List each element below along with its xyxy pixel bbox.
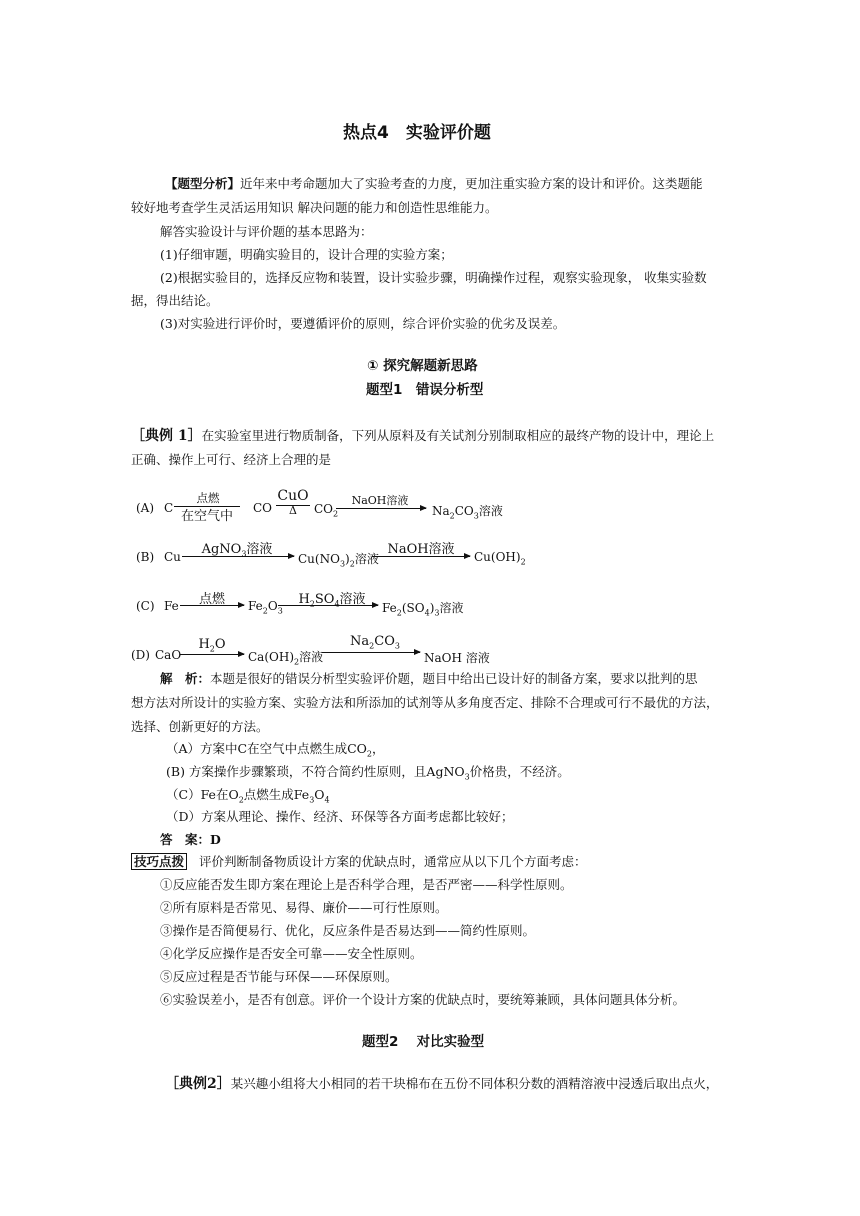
analysis-label: 【题型分析】 <box>165 176 241 191</box>
solution-d: （D）方案从理论、操作、经济、环保等各方面考虑都比较好； <box>166 809 514 824</box>
reaction-a-label: (A) <box>136 501 155 515</box>
solution-text-2: 想方法对所设计的实验方案、实验方法和所添加的试剂等从多角度否定、排除不合理或可行不最优的方法， <box>131 695 719 710</box>
example1-line-1 <box>131 425 714 447</box>
reaction-d-cond1-top: $H_2O$ <box>198 637 226 654</box>
analysis-step-3: (3)对实验进行评价时，要遵循评价的原则，综合评价实验的优劣及误差。 <box>160 316 566 331</box>
tips-text: 评价判断制备物质设计方案的优缺点时，通常应从以下几个方面考虑： <box>199 854 587 869</box>
reaction-a-arrow3 <box>336 508 426 509</box>
reaction-c-arrow1 <box>180 605 244 606</box>
analysis-text-2: 较好地考查学生灵活运用知识 解决问题的能力和创造性思维能力。 <box>131 200 498 215</box>
solution-c: （C）Fe在$O_2$点燃生成$Fe_3O_4$ <box>166 787 330 805</box>
example2-label: ［典例2］ <box>165 1076 231 1092</box>
page-title: 热点4 实验评价题 <box>343 123 491 143</box>
reaction-a-cond2-bottom: Δ <box>289 504 297 517</box>
reaction-a-cond2-top: CuO <box>277 488 309 504</box>
reaction-b-arrow2 <box>372 556 470 557</box>
reaction-b-cond1-top: AgNO$_3$溶液 <box>201 542 273 559</box>
solution-a: （A）方案中C在空气中点燃生成$CO_2$， <box>166 741 385 759</box>
analysis-step-2a: (2)根据实验目的，选择反应物和装置，设计实验步骤，明确操作过程，观察实验现象， 收集实验数 <box>160 270 707 285</box>
example1-label: ［典例 1］ <box>131 428 202 444</box>
reaction-b-start: Cu <box>164 550 181 564</box>
reaction-d-end: NaOH 溶液 <box>424 651 490 665</box>
reaction-d-mid1: $Ca(OH)_2$溶液 <box>248 650 324 667</box>
reaction-c-cond1-top: 点燃 <box>198 592 225 607</box>
tips-item: ①反应能否发生即方案在理论上是否科学合理，是否严密——科学性原则。 <box>160 877 573 892</box>
solution-line-1 <box>160 668 698 690</box>
reaction-b-end: $Cu(OH)_2$ <box>474 550 526 567</box>
reaction-b-label: (B) <box>136 550 155 564</box>
reaction-c-end: $Fe_2(SO_4)_3$溶液 <box>382 601 464 618</box>
type2-heading: 题型2 对比实验型 <box>362 1034 485 1050</box>
reaction-b-mid1: $Cu(NO_3)_2$溶液 <box>298 552 379 569</box>
example2-line <box>165 1073 718 1095</box>
answer-label: 答 案： <box>160 832 211 847</box>
reaction-c-mid1: $Fe_2O_3$ <box>248 599 283 616</box>
tips-item: ⑤反应过程是否节能与环保——环保原则。 <box>160 969 398 984</box>
answer-line <box>160 829 221 851</box>
tips-line <box>131 851 587 873</box>
reaction-b-arrow1 <box>182 556 294 557</box>
tips-item: ④化学反应操作是否安全可靠——安全性原则。 <box>160 946 423 961</box>
analysis-intro: 解答实验设计与评价题的基本思路为： <box>160 224 373 239</box>
analysis-text-1: 近年来中考命题加大了实验考查的力度，更加注重实验方案的设计和评价。这类题能 <box>240 176 703 191</box>
reaction-b-cond2-top: NaOH溶液 <box>387 542 455 557</box>
example2-text: 某兴趣小组将大小相同的若干块棉布在五份不同体积分数的酒精溶液中浸透后取出点火， <box>230 1076 719 1091</box>
reaction-a-cond1-top: 点燃 <box>196 491 220 505</box>
solution-label: 解 析： <box>160 671 211 686</box>
reaction-a-end: $Na_2CO_3$溶液 <box>432 504 503 521</box>
tips-item: ⑥实验误差小，是否有创意。评价一个设计方案的优缺点时，要统筹兼顾，具体问题具体分析。 <box>160 992 686 1007</box>
example1-text-2: 正确、操作上可行、经济上合理的是 <box>131 452 332 467</box>
reaction-a-start: C <box>164 501 174 515</box>
tips-label: 技巧点拨 <box>131 853 187 870</box>
reaction-a-mid1: CO <box>253 501 273 515</box>
reaction-d-start: CaO <box>155 648 182 662</box>
solution-b: (B) 方案操作步骤繁琐，不符合简约性原则，且AgNO$_3$价格贵，不经济。 <box>166 764 570 782</box>
reaction-c-cond2-top: $H_2SO_4$溶液 <box>298 592 366 609</box>
analysis-step-1: (1)仔细审题，明确实验目的，设计合理的实验方案； <box>160 247 453 262</box>
tips-item: ③操作是否简便易行、优化，反应条件是否易达到——简约性原则。 <box>160 923 536 938</box>
type1-heading: 题型1 错误分析型 <box>366 382 484 398</box>
reaction-c-arrow2 <box>278 605 378 606</box>
tips-item: ②所有原料是否常见、易得、廉价——可行性原则。 <box>160 900 448 915</box>
solution-text-3: 选择、创新更好的方法。 <box>131 719 269 734</box>
section-heading: ① 探究解题新思路 <box>367 358 478 374</box>
analysis-line-1 <box>165 173 703 195</box>
answer-value: D <box>210 832 221 847</box>
reaction-d-label: (D) <box>131 648 150 662</box>
analysis-step-2b: 据，得出结论。 <box>131 293 219 308</box>
reaction-d-arrow2 <box>322 652 420 653</box>
reaction-c-start: Fe <box>164 599 179 613</box>
reaction-a-cond3-top: NaOH溶液 <box>351 494 409 507</box>
reaction-c-label: (C) <box>136 599 155 613</box>
reaction-a-mid2: $CO_2$ <box>314 502 339 519</box>
solution-text-1: 本题是很好的错误分析型实验评价题，题目中给出已设计好的制备方案，要求以批判的思 <box>210 671 698 686</box>
reaction-d-arrow1 <box>180 654 244 655</box>
reaction-d-cond2-top: $Na_2CO_3$ <box>350 634 400 651</box>
example1-text-1: 在实验室里进行物质制备，下列从原料及有关试剂分别制取相应的最终产物的设计中，理论上 <box>201 428 715 443</box>
reaction-a-cond1-bottom: 在空气中 <box>180 509 233 524</box>
